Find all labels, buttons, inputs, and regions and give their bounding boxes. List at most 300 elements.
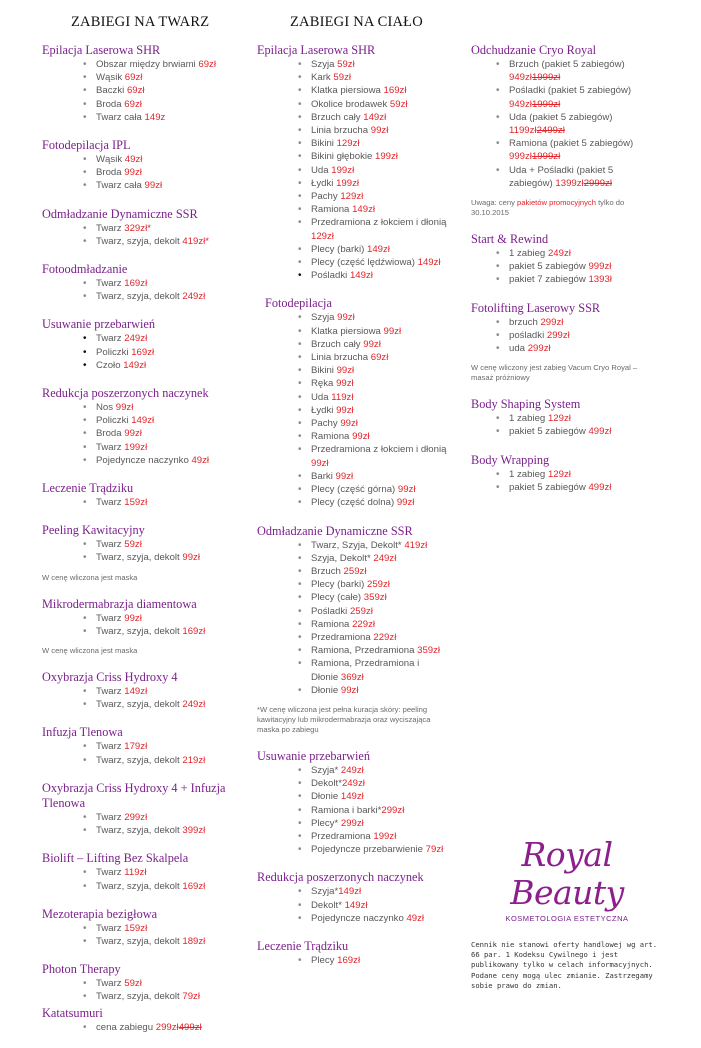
price-item: [311, 899, 447, 912]
price-item: [96, 612, 242, 625]
item-price: 149zł: [124, 686, 148, 698]
section-title: Redukcja poszerzonych naczynek: [42, 386, 209, 401]
price-list: [471, 468, 656, 494]
price-item: [96, 935, 242, 948]
item-price: 949zł: [509, 72, 532, 84]
price-item: [311, 496, 447, 509]
item-label: Twarz, szyja, dekolt: [96, 552, 183, 564]
price-list: [257, 764, 447, 856]
price-item: [96, 235, 242, 248]
item-label: Plecy (barki): [311, 243, 367, 255]
item-label: pośladki: [509, 329, 547, 341]
item-price: 129zł: [340, 191, 364, 203]
item-price: 69zł: [126, 85, 145, 97]
price-list: [42, 222, 242, 248]
price-item: [96, 685, 242, 698]
price-item: [311, 657, 447, 683]
section-note: *W cenę wliczona jest pełna kuracja skóry: peeling kawitacyjny lub mikrodermabrazja oraz wyciszająca maska po zabiegu: [257, 704, 431, 734]
price-section: [42, 781, 242, 837]
item-price: 99zł: [383, 325, 402, 337]
item-label: uda: [509, 343, 528, 355]
item-price: 169zł: [182, 880, 206, 892]
old-price: 2999zł: [583, 177, 612, 189]
item-label: Twarz cała: [96, 111, 145, 123]
item-price: 49zł: [191, 454, 210, 466]
price-section: [471, 453, 656, 494]
price-item: [311, 84, 447, 97]
item-label: Broda: [96, 167, 125, 179]
item-label: Klatka piersiowa: [311, 325, 384, 337]
item-label: Twarz, szyja, dekolt: [96, 880, 183, 892]
item-label: Szyja*: [311, 886, 339, 898]
item-price: 99zł: [336, 378, 354, 390]
item-label: Plecy (część górna): [311, 484, 398, 496]
item-label: Bikini: [311, 138, 337, 150]
price-item: [509, 316, 656, 329]
item-price: 119zł: [331, 391, 354, 403]
section-title: Epilacja Laserowa SHR: [42, 43, 161, 57]
item-label: Twarz: [96, 333, 125, 345]
price-item: [311, 325, 447, 338]
price-list: [42, 811, 242, 837]
item-price: 129zł: [547, 413, 571, 425]
logo-subtitle: KOSMETOLOGIA ESTETYCZNA: [505, 914, 629, 923]
item-label: Bikini: [311, 365, 337, 377]
item-price: 49zł: [406, 912, 425, 924]
item-price: 99zł: [397, 484, 416, 496]
price-item: [509, 137, 656, 163]
price-item: [96, 153, 242, 166]
item-price: 99zł: [124, 428, 142, 440]
item-price: 199zł: [375, 151, 398, 163]
header-body: ZABIEGI NA CIAŁO: [290, 14, 423, 30]
item-price: 259zł: [366, 579, 390, 591]
price-item: [96, 754, 242, 767]
price-item: [96, 866, 242, 879]
old-price: 2499zł: [536, 125, 565, 137]
section-note: W cenę wliczony jest zabieg Vacum Cryo Royal – masaż próżniowy: [471, 363, 638, 383]
item-price: 149zł: [366, 243, 390, 255]
price-section: [257, 870, 447, 925]
item-label: Twarz: [96, 922, 125, 934]
item-label: Pachy: [311, 191, 341, 203]
price-list: [257, 311, 447, 509]
section-title: Mezoterapia bezigłowa: [42, 906, 158, 921]
item-price: 59zł: [333, 72, 352, 84]
price-list: [42, 977, 242, 1003]
price-section: [42, 138, 242, 193]
price-item: [96, 71, 242, 84]
price-section: [42, 481, 242, 509]
price-item: [311, 618, 447, 631]
item-price: 199zł: [331, 164, 355, 176]
price-item: [311, 912, 447, 925]
price-list: [257, 954, 447, 967]
item-label: Ramiona: [311, 618, 353, 630]
item-label: Dłonie: [311, 791, 341, 803]
price-list: [42, 153, 242, 193]
item-label: Twarz: [96, 867, 125, 879]
price-section: [42, 386, 242, 467]
item-label: Policzki: [96, 346, 132, 358]
price-item: [96, 58, 242, 71]
price-item: [509, 329, 656, 342]
item-label: Uda + Pośladki (pakiet 5 zabiegów): [509, 164, 614, 189]
item-price: 129zł: [547, 468, 571, 480]
price-item: [96, 332, 242, 345]
price-item: [311, 804, 447, 817]
price-item: [96, 922, 242, 935]
section-title: Usuwanie przebarwień: [257, 748, 371, 763]
item-label: Plecy (część dolna): [311, 497, 397, 509]
price-item: [509, 342, 656, 355]
price-item: [96, 1021, 242, 1034]
item-label: Łydki: [311, 177, 337, 189]
item-price: 299zł: [546, 329, 570, 341]
price-item: [96, 111, 242, 124]
item-label: Łydki: [311, 404, 337, 416]
item-label: pakiet 5 zabiegów: [509, 481, 589, 493]
price-item: [96, 880, 242, 893]
item-label: pakiet 5 zabiegów: [509, 426, 589, 438]
price-item: [96, 551, 242, 564]
price-section: [42, 907, 242, 948]
item-label: Twarz, szyja, dekolt: [96, 625, 183, 637]
promo-text-after: tylko do 30.10.2015: [471, 198, 625, 218]
item-price: 149zł: [338, 886, 362, 898]
item-price: 149zł: [349, 270, 373, 282]
price-section: [42, 1006, 242, 1034]
item-price: 149zł: [340, 791, 364, 803]
item-price: 99zł: [182, 552, 200, 564]
item-price: 99zł: [124, 612, 142, 624]
item-price: 249zł: [340, 764, 364, 776]
item-label: Plecy (część lędźwiowa): [311, 257, 418, 269]
section-title: Katatsumuri: [42, 1005, 103, 1020]
item-label: Barki: [311, 470, 336, 482]
price-item: [96, 222, 242, 235]
price-item: [311, 190, 447, 203]
price-list: [42, 612, 242, 638]
price-section: [257, 524, 447, 697]
item-label: Twarz: [96, 612, 125, 624]
price-item: [96, 698, 242, 711]
price-item: [311, 470, 447, 483]
item-label: Plecy*: [311, 817, 341, 829]
item-label: Czoło: [96, 359, 124, 371]
price-item: [96, 401, 242, 414]
price-section: [42, 670, 242, 711]
item-label: 1 zabieg: [509, 413, 548, 425]
section-title: Body Wrapping: [471, 452, 550, 467]
section-title: Body Shaping System: [471, 397, 581, 412]
item-price: 199zł: [373, 830, 397, 842]
item-label: Linia brzucha: [311, 352, 371, 364]
price-item: [509, 164, 656, 190]
price-item: [311, 269, 447, 282]
item-price: 59zł: [124, 539, 142, 551]
price-item: [96, 414, 242, 427]
price-item: [311, 430, 447, 443]
section-title: Fotodepilacja: [265, 296, 332, 311]
price-item: [311, 578, 447, 591]
price-list: [42, 58, 242, 124]
item-price: 499zł: [588, 426, 612, 438]
item-label: Twarz: [96, 278, 125, 290]
old-price: 1999zł: [531, 72, 561, 84]
item-price: 499zł: [588, 481, 612, 493]
price-section: [257, 43, 447, 282]
price-item: [96, 359, 242, 372]
item-price: 99zł: [340, 418, 358, 430]
price-list: [42, 277, 242, 303]
item-price: 199zł: [336, 177, 359, 189]
item-label: Wąsik: [96, 72, 125, 84]
item-label: Ręka: [311, 378, 337, 390]
item-label: Przedramiona: [311, 631, 374, 643]
section-title: Infuzja Tlenowa: [42, 725, 123, 740]
section-title: Fotodepilacja IPL: [42, 138, 131, 153]
item-price: 119zł: [124, 867, 147, 879]
section-title: Fotoodmładzanie: [42, 262, 128, 277]
item-label: Ramiona: [311, 431, 353, 443]
price-item: [96, 740, 242, 753]
royal-beauty-logo: [472, 836, 662, 923]
price-section: [471, 397, 656, 438]
price-item: [311, 124, 447, 137]
price-item: [311, 790, 447, 803]
price-item: [509, 468, 656, 481]
item-label: Twarz, szyja, dekolt: [96, 235, 183, 247]
price-item: [96, 625, 242, 638]
price-item: [311, 443, 447, 469]
section-title: Oxybrazja Criss Hydroxy 4: [42, 670, 178, 685]
column-body-extra: [471, 43, 656, 508]
item-price: 129zł: [311, 230, 334, 242]
item-label: Ramiona: [311, 204, 353, 216]
item-label: pakiet 5 zabiegów: [509, 261, 589, 273]
item-label: Klatka piersiowa: [311, 85, 384, 97]
price-item: [311, 954, 447, 967]
item-price: 99zł: [396, 497, 415, 509]
item-label: Pojedyncze przebarwienie: [311, 844, 426, 856]
item-label: Bikini głębokie: [311, 151, 375, 163]
price-item: [96, 496, 242, 509]
item-label: Dekolt*: [311, 899, 345, 911]
item-price: 149zł: [417, 257, 441, 269]
item-label: Wąsik: [96, 154, 125, 166]
item-price: 99zł: [335, 470, 354, 482]
price-list: [42, 538, 242, 564]
price-item: [311, 177, 447, 190]
price-list: [471, 412, 656, 438]
price-section: [471, 301, 656, 356]
price-item: [311, 216, 447, 242]
item-label: Uda: [311, 164, 332, 176]
item-label: Twarz, szyja, dekolt: [96, 754, 183, 766]
old-price: 1999zł: [531, 151, 561, 163]
section-title: Start & Rewind: [471, 232, 549, 247]
item-price: 179zł: [124, 741, 148, 753]
item-price: 949zł: [509, 98, 532, 110]
price-section: [42, 725, 242, 766]
item-price: 249zł: [182, 291, 206, 303]
item-price: 169zł: [124, 278, 148, 290]
item-price: 1199zł: [509, 125, 537, 137]
item-price: 149zł: [344, 899, 368, 911]
price-list: [42, 685, 242, 711]
item-price: 249zł: [373, 552, 397, 564]
item-label: Pośladki: [311, 605, 350, 617]
price-item: [509, 481, 656, 494]
section-title: Odchudzanie Cryo Royal: [471, 43, 596, 57]
price-item: [311, 817, 447, 830]
price-section: [257, 939, 447, 967]
price-item: [509, 247, 656, 260]
price-section: [257, 749, 447, 856]
promo-text-before: Uwaga: ceny: [471, 198, 518, 208]
item-price: 149zł: [363, 111, 387, 123]
section-title: Redukcja poszerzonych naczynek: [257, 870, 424, 885]
price-list: [257, 58, 447, 282]
price-item: [311, 830, 447, 843]
item-price: 49zł: [124, 154, 143, 166]
item-price: 419zł*: [182, 235, 210, 247]
item-price: 149z: [144, 111, 166, 123]
section-title: Leczenie Trądziku: [257, 938, 349, 953]
price-list: [471, 316, 656, 356]
item-price: 69zł: [370, 352, 389, 364]
item-label: Szyja: [311, 312, 338, 324]
price-item: [509, 58, 656, 84]
item-label: Baczki: [96, 85, 127, 97]
price-item: [96, 166, 242, 179]
item-label: Twarz, Szyja, Dekolt*: [311, 539, 405, 551]
price-item: [509, 84, 656, 110]
price-item: [311, 351, 447, 364]
price-list: [42, 866, 242, 892]
item-label: Uda (pakiet 5 zabiegów): [509, 111, 613, 123]
section-title: Leczenie Trądziku: [42, 481, 134, 496]
price-item: [96, 427, 242, 440]
price-list: [257, 539, 447, 697]
item-label: Twarz: [96, 539, 125, 551]
section-title: Biolift – Lifting Bez Skalpela: [42, 851, 189, 866]
item-price: 99zł: [124, 167, 142, 179]
item-price: 189zł: [182, 935, 206, 947]
price-item: [96, 441, 242, 454]
item-label: Twarz: [96, 978, 125, 990]
price-item: [311, 565, 447, 578]
item-price: 299zł: [124, 811, 148, 823]
item-label: Kark: [311, 72, 334, 84]
price-item: [96, 179, 242, 192]
price-item: [96, 84, 242, 97]
item-label: Plecy: [311, 954, 338, 966]
item-price: 149zł: [131, 415, 155, 427]
item-price: 99zł: [115, 402, 134, 414]
price-item: [311, 631, 447, 644]
item-price: 199zł: [124, 441, 148, 453]
item-label: Przedramiona z łokciem i dłonią: [311, 444, 447, 456]
price-list: [42, 922, 242, 948]
price-item: [311, 58, 447, 71]
item-price: 59zł: [389, 98, 408, 110]
item-label: Pośladki: [311, 270, 350, 282]
section-title: Usuwanie przebarwień: [42, 317, 156, 332]
section-title: Mikrodermabrazja diamentowa: [42, 596, 197, 611]
item-price: 99zł: [311, 457, 329, 469]
item-price: 249zł: [341, 778, 365, 790]
price-item: [311, 552, 447, 565]
price-item: [311, 605, 447, 618]
logo-text: Royal Beauty: [510, 835, 624, 912]
item-label: Linia brzucha: [311, 125, 371, 137]
price-item: [311, 111, 447, 124]
item-price: 159zł: [124, 922, 148, 934]
item-label: Brzuch cały: [311, 111, 364, 123]
price-item: [96, 977, 242, 990]
item-price: 169zł: [337, 954, 361, 966]
item-label: Ramiona i barki*: [311, 804, 382, 816]
price-item: [311, 404, 447, 417]
section-title: Odmładzanie Dynamiczne SSR: [42, 206, 198, 221]
price-item: [509, 273, 656, 286]
item-label: Przedramiona: [311, 830, 374, 842]
item-label: Twarz: [96, 497, 125, 509]
item-label: Obszar między brwiami: [96, 59, 199, 70]
price-item: [311, 777, 447, 790]
section-note: W cenę wliczona jest maska: [42, 646, 138, 656]
item-price: 99zł: [336, 365, 355, 377]
item-price: 129zł: [336, 138, 360, 150]
item-label: Dekolt*: [311, 778, 342, 790]
column-body: [257, 43, 447, 981]
price-section: [42, 851, 242, 892]
price-section: [471, 43, 656, 190]
price-item: [96, 538, 242, 551]
item-label: Ramiona, Przedramiona i Dłonie: [311, 658, 420, 683]
item-price: 79zł: [182, 991, 200, 1003]
item-price: 359zł: [417, 645, 441, 657]
price-item: [311, 684, 447, 697]
item-label: Pojedyncze naczynko: [96, 454, 192, 466]
header-face: ZABIEGI NA TWARZ: [71, 14, 210, 30]
item-price: 59zł: [124, 978, 142, 990]
item-price: 999zł: [509, 151, 532, 163]
item-price: 1399zł: [555, 177, 584, 189]
price-item: [311, 483, 447, 496]
price-item: [96, 824, 242, 837]
item-label: Pachy: [311, 418, 341, 430]
price-item: [96, 98, 242, 111]
price-item: [96, 990, 242, 1003]
item-label: Broda: [96, 428, 125, 440]
price-item: [311, 256, 447, 269]
item-label: Twarz, szyja, dekolt: [96, 825, 183, 837]
price-item: [96, 811, 242, 824]
price-item: [311, 150, 447, 163]
item-label: Szyja*: [311, 764, 341, 776]
item-price: 69zł: [124, 72, 143, 84]
item-price: 259zł: [349, 605, 373, 617]
section-title: Epilacja Laserowa SHR: [257, 43, 376, 57]
item-price: 169zł: [383, 85, 407, 97]
item-label: Twarz, szyja, dekolt: [96, 699, 183, 711]
price-item: [311, 591, 447, 604]
item-label: Ramiona, Przedramiona: [311, 645, 418, 657]
item-price: 229zł: [373, 631, 397, 643]
